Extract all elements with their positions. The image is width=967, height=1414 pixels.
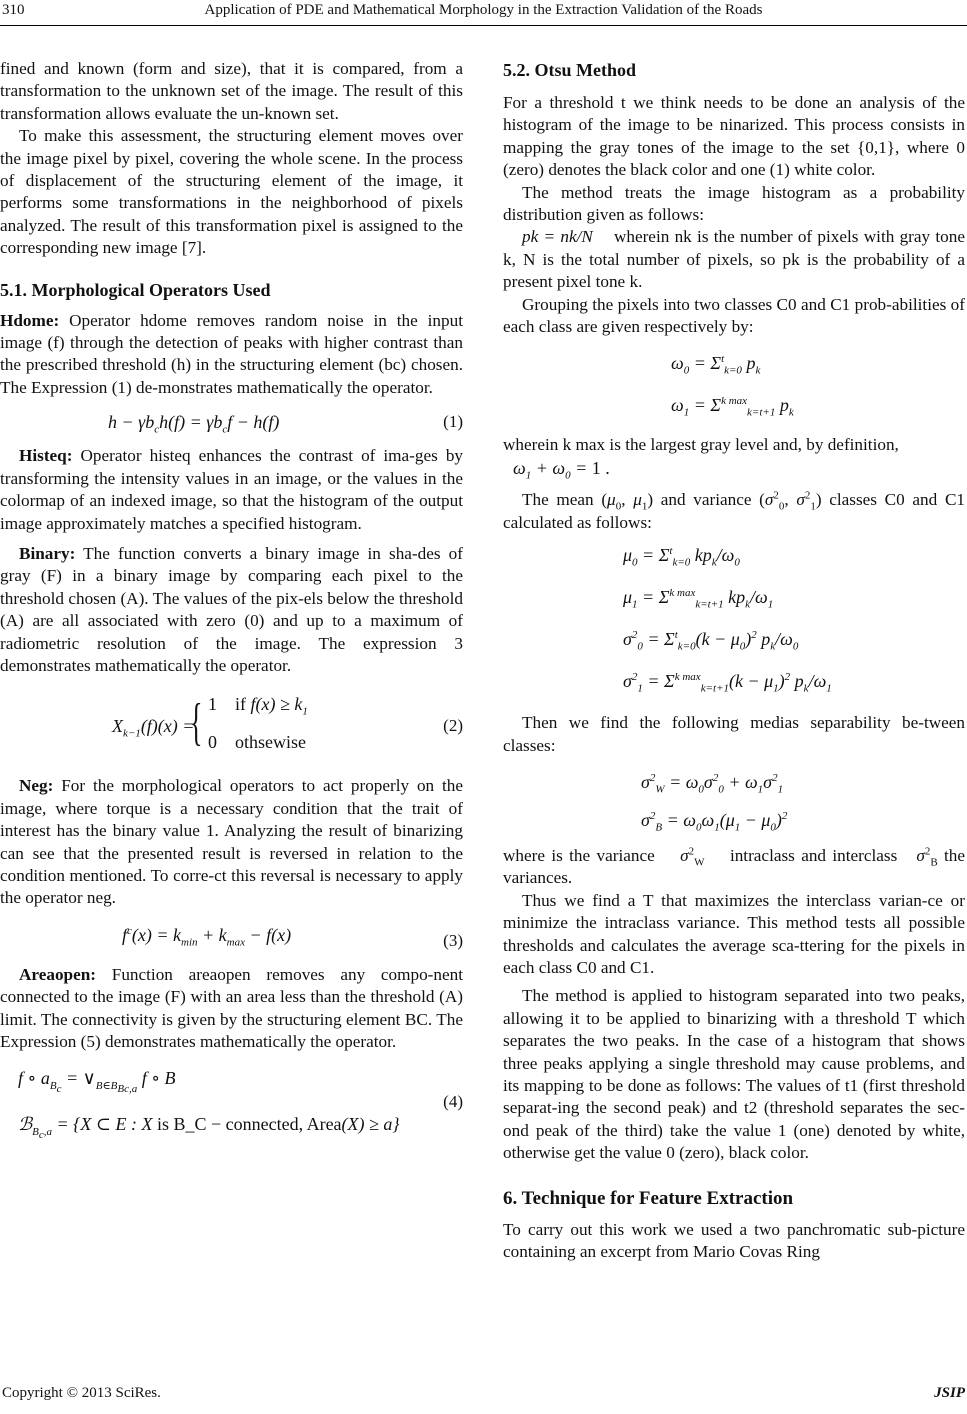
equation-3: $f^c(x) = k_{min} + k_{max} - f(x)$ (3) bbox=[0, 910, 463, 964]
equation-separability: $\sigma^2_W = \omega_0\sigma^2_0 + \omega_1\sigma^2_1$ $\sigma^2_B = \omega_0\omega_1(\mu_1 - \mu_0)^2$ bbox=[641, 771, 788, 834]
right-paragraph-7: Then we find the following medias separability be-tween classes: bbox=[503, 713, 965, 755]
areaopen-text: Function areaopen removes any compo-nent connected to the image (F) with an area less than the threshold (A) limit. The connectivity is given by the structuring element BC. The Expression (5) demonstrates mathematically the operator. bbox=[0, 964, 463, 1051]
right-column bbox=[503, 58, 965, 1263]
right-paragraph-11: To carry out this work we used a two panchromatic sub-picture containing an excerpt from Mario Covas Ring bbox=[503, 1219, 965, 1261]
neg-paragraph bbox=[0, 775, 463, 909]
right-paragraph-3: pk = nk/N wherein nk is the number of pixels with gray tone k, N is the total number of pixels, so pk is the probability of a present pixel tone k. bbox=[503, 227, 965, 292]
equation-2-otherwise: othsewise bbox=[235, 732, 306, 753]
copyright: Copyright © 2013 SciRes. bbox=[2, 1385, 161, 1401]
page-header bbox=[0, 2, 967, 24]
neg-term: Neg: bbox=[19, 776, 54, 796]
binary-text: The function converts a binary image in sha-des of gray (F) in a binary image by comparing each pixel to the threshold chosen (A). The values of the pix-els below the threshold (A) are all associated with zero (0) and up to a maximum of radiometric resolution of the image. The expression 3 demonstrates mathematically the operator. bbox=[0, 543, 463, 675]
equation-omega: $\omega_0 = \Sigma^t_{k=0}$ $p_k$ $\omega_1 = \Sigma^{k max}_{k=t+1}$ $p_k$ bbox=[671, 353, 794, 420]
left-column bbox=[0, 58, 463, 1153]
equation-2: $X_{k-1}(f)(x)$ = { 1 if $f(x) \ge k_1$ 0 othsewise (2) bbox=[112, 694, 463, 753]
equation-1-number: (1) bbox=[443, 412, 463, 432]
right-paragraph-9: Thus we find a T that maximizes the interclass varian-ce or minimize the intraclass variance. This method tests all possible thresholds and calculates the average sca-ttering for the pixels in each class C0 and C1. bbox=[503, 890, 965, 977]
running-title: Application of PDE and Mathematical Morphology in the Extraction Validation of the Roads bbox=[204, 2, 763, 18]
equation-4: f ∘ $a_{B_c}$ = $\vee_{B\in B_{Bc,a}}$ f ∘ B ℬ$_{B_c,a}$ = {X ⊂ E : X is B_C − connected, Area(X) ≥ a} (4) bbox=[18, 1068, 463, 1142]
binary-term: Binary: bbox=[19, 543, 76, 563]
right-paragraph-3-text: wherein nk is the number of pixels with gray tone k, N is the total number of pixels, so pk is the probability of a present pixel tone k. bbox=[503, 227, 965, 292]
equation-omega-sum: $\omega_1 + \omega_0 = 1$ . bbox=[513, 457, 610, 482]
histeq-term: Histeq: bbox=[19, 446, 73, 466]
hdome-paragraph bbox=[0, 310, 463, 400]
right-paragraph-6: The mean ($\mu_0$, $\mu_1$) and variance ($\sigma^2_0$, $\sigma^2_1$) classes C0 and C1 calculated as follows: bbox=[503, 489, 965, 532]
hdome-term: Hdome: bbox=[0, 310, 60, 330]
equation-3-number: (3) bbox=[443, 930, 463, 950]
right-paragraph-1: For a threshold t we think needs to be done an analysis of the histogram of the image to be ninarized. This process consists in mapping the gray tones of the image to the set {0,1}, where 0 (zero) denotes the black color and one (1) white color. bbox=[503, 93, 965, 180]
equation-2-number: (2) bbox=[443, 716, 463, 736]
equation-4-number: (4) bbox=[443, 1092, 463, 1112]
areaopen-term: Areaopen: bbox=[19, 964, 97, 984]
right-paragraph-10: The method is applied to histogram separated into two peaks, allowing it to be applied to binarizing with a threshold T which separates the two peaks. In the case of a histogram that shows three peaks applying a single threshold may cause problems, and its mapping to be done as follows: The values of t1 (first threshold separat-ing the second peak) and t2 (threshold separates the sec-ond peak of the third) take the value 1 (one) denoted by white, otherwise get the value 0 (zero), black color. bbox=[503, 986, 965, 1163]
equation-means: $\mu_0 = \Sigma^t_{k=0}$ $kp_k/\omega_0$ $\mu_1 = \Sigma^{k max}_{k=t+1}$ $kp_k/\omega_1$ $\sigma^2_0 = \Sigma^t_{k=0}(k - \mu_0)^2$ $p_k/\omega_0$ $\sigma^2_1 = \Sigma^{k max}_{k=t+1}(k - \mu_1)^2$ $p_k/\omega_1$ bbox=[623, 545, 832, 695]
right-paragraph-2: The method treats the image histogram as a probability distribution given as follows: bbox=[503, 182, 965, 225]
right-paragraph-5: wherein k max is the largest gray level and, by definition, bbox=[503, 435, 899, 455]
areaopen-paragraph bbox=[0, 964, 463, 1054]
hdome-text: Operator hdome removes random noise in the input image (f) through the detection of peaks with higher contrast than the prescribed threshold (h) in the structuring element (bc) chosen. The Expression (1) de-monstrates mathematically the operator. bbox=[0, 310, 463, 397]
left-paragraph-1: fined and known (form and size), that it is compared, from a transformation to the unknown set of the image. The result of this transformation allows evaluate the un-known set. bbox=[0, 59, 463, 123]
histeq-paragraph bbox=[0, 445, 463, 535]
binary-paragraph bbox=[0, 543, 463, 677]
equation-4-text: is B_C − connected, Area bbox=[156, 1114, 342, 1135]
equation-1: $h - \gamma b_ch(f) = \gamma b_cf - h(f)$ (1) bbox=[108, 412, 463, 436]
section-heading-6: 6. Technique for Feature Extraction bbox=[503, 1187, 794, 1209]
page-number: 310 bbox=[2, 2, 25, 18]
equation-2-if: if bbox=[235, 694, 246, 715]
section-heading-5-2: 5.2. Otsu Method bbox=[503, 60, 637, 80]
left-paragraph-2: To make this assessment, the structuring element moves over the image pixel by pixel, covering the whole scene. In the process of displacement of the structuring element of the image, it performs some transformations in the neighborhood of pixels analyzed. The result of this transformation pixel is assigned to the corresponding new image [7]. bbox=[0, 126, 463, 258]
section-heading-5-1: 5.1. Morphological Operators Used bbox=[0, 279, 271, 300]
right-paragraph-4: Grouping the pixels into two classes C0 and C1 prob-abilities of each class are given respectively by: bbox=[503, 294, 965, 337]
right-paragraph-8: where is the variance $\sigma^2_W$ intraclass and interclass $\sigma^2_B$ the variances. bbox=[503, 845, 966, 888]
histeq-text: Operator histeq enhances the contrast of ima-ges by transforming the intensity values in an image, or the values in the colormap of an indexed image, so that the histogram of the output image approximately matches a specified histogram. bbox=[0, 446, 464, 533]
header-rule bbox=[0, 25, 967, 26]
journal-abbrev: JSIP bbox=[934, 1385, 965, 1401]
neg-text: For the morphological operators to act properly on the image, where torque is a necessary condition that the trait of interest has the binary value 1. Analyzing the result of binarizing can see that the presented result is reversed in relation to the condition mentioned. To corre-ct this reversal is necessary to apply the operator neg. bbox=[0, 776, 464, 908]
